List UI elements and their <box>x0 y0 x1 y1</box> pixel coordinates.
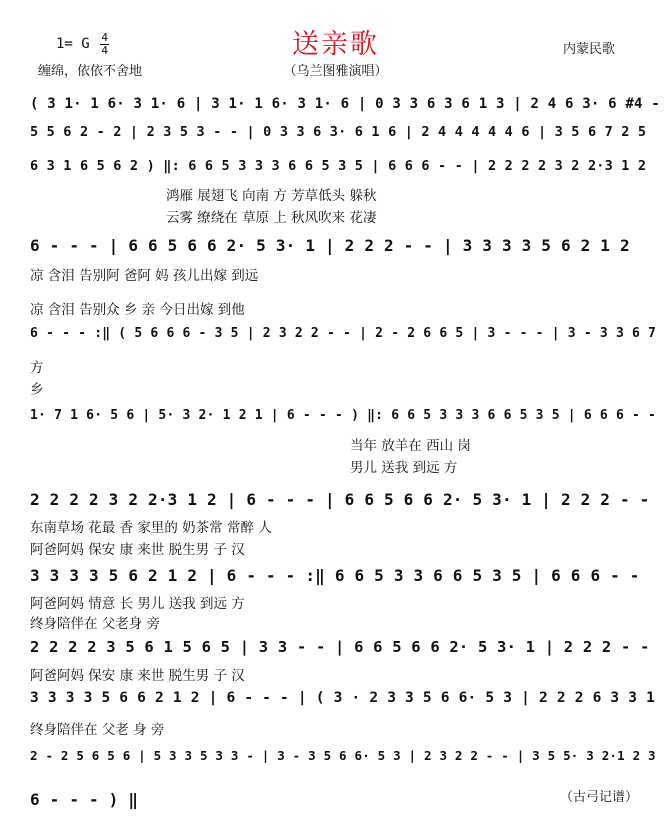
notation-line: 2 2 2 2 3 2 2·3 1 2 | 6 - - - | 6 6 5 6 6 2· 5 3· 1 | 2 2 2 - - <box>30 490 650 509</box>
lyric-line: 阿爸阿妈 保安 康 来世 脱生男 子 汉 <box>30 668 245 684</box>
notation-line: 3 3 3 3 5 6 6 2 1 2 | 6 - - - | ( 3 · 2 3 3 5 6 6· 5 3 | 2 2 2 6 3 3 1 <box>30 690 656 706</box>
notation-line: 6 - - - | 6 6 5 6 6 2· 5 3· 1 | 2 2 2 - - | 3 3 3 3 5 6 2 1 2 <box>30 236 630 255</box>
notation-line: 2 - 2 5 6 5 6 | 5 3 3 5 3 3 - | 3 - 3 5 6 6· 5 3 | 2 3 2 2 - - | 3 5 5· 3 2·1 2 3 <box>30 748 656 763</box>
lyric-line: 当年 放羊在 西山 岗 <box>350 438 471 454</box>
lyric-line: 东南草场 花最 香 家里的 奶茶常 常醉 人 <box>30 520 272 536</box>
meter-top: 4 <box>101 31 108 44</box>
lyric-line: 鸿雁 展翅飞 向南 方 芳草低头 躲秋 <box>166 188 377 204</box>
notation-line: 5 5 6 2 - 2 | 2 3 5 3 - - | 0 3 3 6 3· 6 1 6 | 2 4 4 4 4 4 6 | 3 5 6 7 2 5 <box>30 124 647 140</box>
lyric-line: 男儿 送我 到远 方 <box>350 460 458 476</box>
key-signature <box>56 32 109 56</box>
notation-line: 3 3 3 3 5 6 2 1 2 | 6 - - - :‖ 6 6 5 3 3 6 6 5 3 5 | 6 6 6 - - <box>30 566 640 585</box>
lyric-line: 阿爸阿妈 情意 长 男儿 送我 到远 方 <box>30 596 245 612</box>
song-origin: 内蒙民歌 <box>563 42 616 57</box>
notation-line: 2 2 2 2 3 5 6 1 5 6 5 | 3 3 - - | 6 6 5 6 6 2· 5 3· 1 | 2 2 2 - - <box>30 638 650 656</box>
meter-bottom: 4 <box>101 44 108 57</box>
notation-line: 6 - - - ) ‖ <box>30 790 139 809</box>
notation-line: 6 - - - :‖ ( 5 6 6 6 - 3 5 | 2 3 2 2 - - | 2 - 2 6 6 5 | 3 - - - | 3 - 3 3 6 7 <box>30 326 657 341</box>
key-label: 1= G <box>56 36 90 52</box>
lyric-line: 阿爸阿妈 保安 康 来世 脱生男 子 汉 <box>30 542 245 558</box>
lyric-line: 终身陪伴在 父老 身 旁 <box>30 722 165 738</box>
singer-credit: （乌兰图雅演唱） <box>283 64 388 79</box>
lyric-line: 凉 含泪 告别阿 爸阿 妈 孩儿出嫁 到远 <box>30 268 259 284</box>
song-title: 送亲歌 <box>292 29 379 60</box>
lyric-line: 云雾 缭绕在 草原 上 秋风吹来 花凄 <box>166 210 377 226</box>
notation-line: ( 3 1· 1 6· 3 1· 6 | 3 1· 1 6· 3 1· 6 | 0 3 3 6 3 6 1 3 | 2 4 6 3· 6 #4 - <box>30 96 660 112</box>
lyric-line: 方 <box>30 360 44 376</box>
notation-line: 6 3 1 6 5 6 2 ) ‖: 6 6 5 3 3 3 6 6 5 3 5 | 6 6 6 - - | 2 2 2 2 3 2 2·3 1 2 <box>30 158 647 174</box>
tempo-mood-marking: 缠绵，依依不舍地 <box>38 64 143 79</box>
lyric-line: 凉 含泪 告别众 乡 亲 今日出嫁 到他 <box>30 302 245 318</box>
transcriber-credit: （古弓记谱） <box>560 790 639 805</box>
notation-line: 1· 7 1 6· 5 6 | 5· 3 2· 1 2 1 | 6 - - - ) ‖: 6 6 5 3 3 3 6 6 5 3 5 | 6 6 6 - - <box>30 408 657 423</box>
lyric-line: 乡 <box>30 382 44 398</box>
time-signature <box>100 32 109 56</box>
lyric-line: 终身陪伴在 父老身 旁 <box>30 616 161 632</box>
